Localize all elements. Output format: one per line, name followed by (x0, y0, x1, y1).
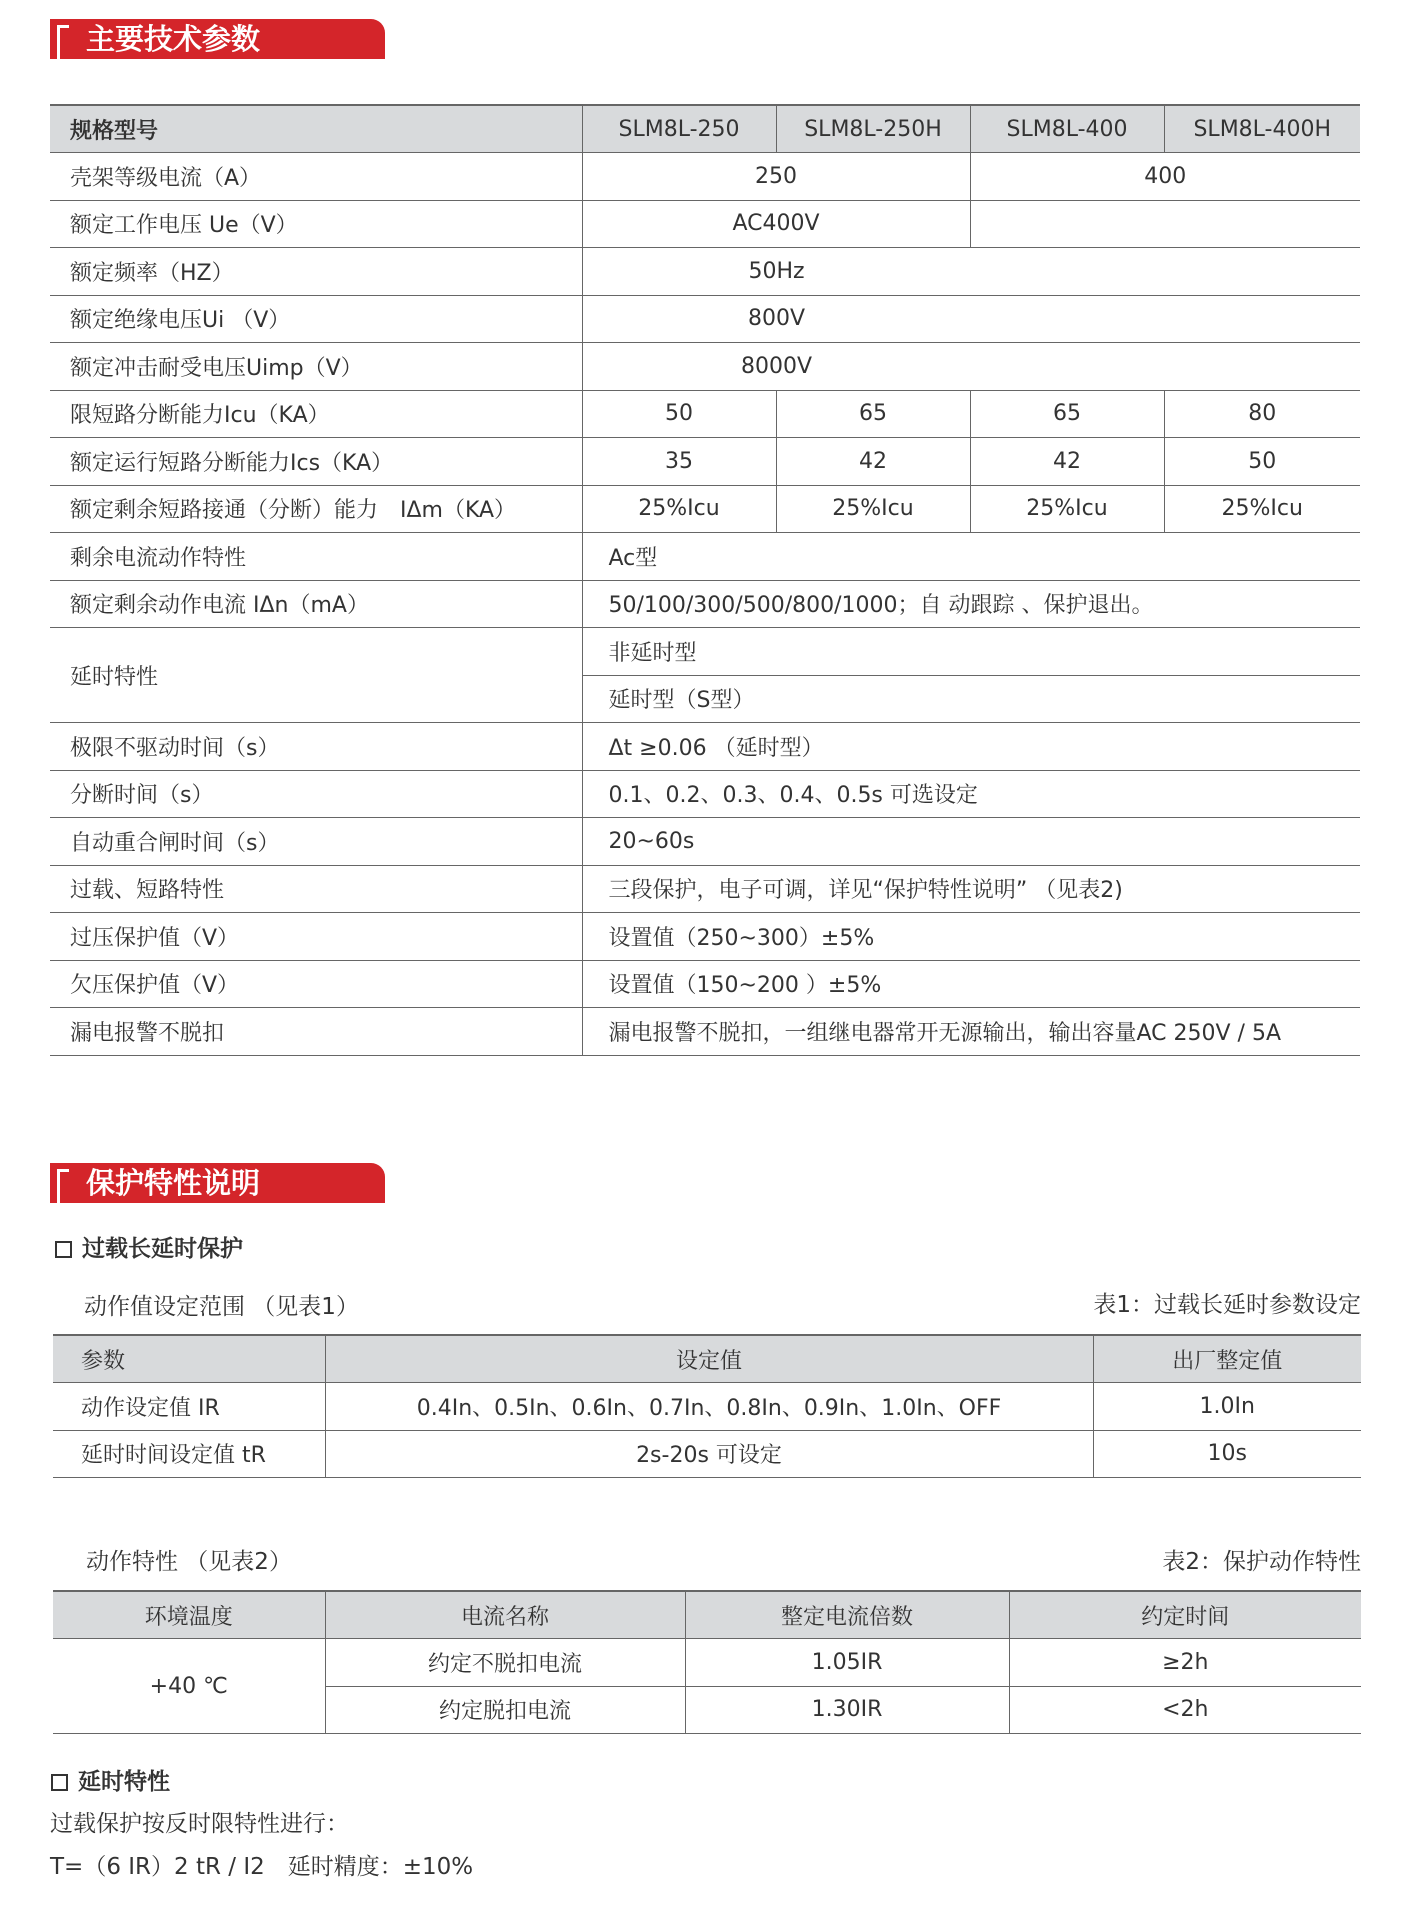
checkbox-square-icon (51, 1774, 68, 1791)
cell-value: 50 (1164, 438, 1360, 486)
cell-value: 0.4In、0.5In、0.6In、0.7In、0.8In、0.9In、1.0In、OFF (325, 1383, 1093, 1431)
cell-value: 42 (776, 438, 970, 486)
cell-value: 20~60s (582, 818, 1360, 866)
cell-value: 1.0In (1093, 1383, 1361, 1431)
section-title: 保护特性说明 (86, 1166, 261, 1200)
spec-table (50, 104, 1360, 1056)
table-row (50, 295, 1360, 343)
table-row (50, 1008, 1360, 1056)
delay-heading (51, 1763, 170, 1796)
table-row (50, 580, 1360, 628)
delay-description: 过载保护按反时限特性进行： (50, 1811, 349, 1837)
cell-value: 80 (1164, 390, 1360, 438)
table2-left-caption: 动作特性 （见表2） (86, 1549, 292, 1575)
tab-corner-decoration (57, 1169, 69, 1203)
cell-value: 10s (1093, 1430, 1361, 1478)
cell-value: 50/100/300/500/800/1000；自 动跟踪 、保护退出。 (582, 580, 1360, 628)
cell-value: 25%Icu (970, 485, 1164, 533)
row-label: 壳架等级电流（A） (50, 153, 582, 201)
column-header: 设定值 (325, 1335, 1093, 1383)
section-title: 主要技术参数 (86, 22, 261, 56)
cell-value: 65 (776, 390, 970, 438)
table-row (50, 865, 1360, 913)
table-row (50, 200, 1360, 248)
table-header-row (53, 1335, 1361, 1383)
table-row (50, 818, 1360, 866)
row-label: 漏电报警不脱扣 (50, 1008, 582, 1056)
heading-text: 过载长延时保护 (82, 1236, 243, 1262)
model-header: SLM8L-250H (776, 105, 970, 153)
table-row (50, 960, 1360, 1008)
cell-value: 约定不脱扣电流 (325, 1639, 685, 1687)
cell-value: 延时时间设定值 tR (53, 1430, 325, 1478)
cell-value: 动作设定值 IR (53, 1383, 325, 1431)
table-row (50, 533, 1360, 581)
row-label: 额定运行短路分断能力Ics（KA） (50, 438, 582, 486)
table2-right-caption: 表2：保护动作特性 (1162, 1549, 1361, 1575)
spec-header-row (50, 105, 1360, 153)
protection-action-table (53, 1590, 1361, 1734)
row-label: 过载、短路特性 (50, 865, 582, 913)
column-header: 电流名称 (325, 1591, 685, 1639)
overload-heading (55, 1230, 243, 1263)
cell-value-empty (970, 200, 1360, 248)
cell-value: 50 (582, 390, 776, 438)
cell-value (582, 343, 1360, 391)
tab-corner-decoration (57, 25, 69, 59)
row-label: 额定冲击耐受电压Uimp（V） (50, 343, 582, 391)
cell-value: 非延时型 (582, 628, 1360, 676)
cell-value: 250 (582, 153, 970, 201)
cell-value: 25%Icu (582, 485, 776, 533)
column-header: 约定时间 (1009, 1591, 1361, 1639)
table-row (53, 1639, 1361, 1687)
section-title-tab (50, 19, 385, 59)
table1-left-caption: 动作值设定范围 （见表1） (84, 1294, 359, 1320)
cell-text: 8000V (740, 353, 813, 379)
row-label: 分断时间（s） (50, 770, 582, 818)
checkbox-square-icon (55, 1241, 72, 1258)
spec-header-label: 规格型号 (50, 105, 582, 153)
row-label: 额定剩余动作电流 IΔn（mA） (50, 580, 582, 628)
model-header: SLM8L-400H (1164, 105, 1360, 153)
cell-value: 42 (970, 438, 1164, 486)
row-label: 额定剩余短路接通（分断）能力 IΔm（KA） (50, 485, 582, 533)
cell-value: 1.05IR (685, 1639, 1009, 1687)
table-row (53, 1430, 1361, 1478)
row-label: 极限不驱动时间（s） (50, 723, 582, 771)
table1-right-caption: 表1：过载长延时参数设定 (1093, 1292, 1361, 1318)
cell-value: 400 (970, 153, 1360, 201)
cell-value: 漏电报警不脱扣，一组继电器常开无源输出，输出容量AC 250V / 5A (582, 1008, 1360, 1056)
cell-value: 65 (970, 390, 1164, 438)
cell-value: 约定脱扣电流 (325, 1686, 685, 1734)
column-header: 出厂整定值 (1093, 1335, 1361, 1383)
row-label: 额定绝缘电压Ui （V） (50, 295, 582, 343)
section-title-tab (50, 1163, 385, 1203)
cell-value: AC400V (582, 200, 970, 248)
table-row (53, 1383, 1361, 1431)
cell-value: 25%Icu (776, 485, 970, 533)
cell-value: 2s-20s 可设定 (325, 1430, 1093, 1478)
table-row (50, 770, 1360, 818)
cell-value: 35 (582, 438, 776, 486)
table-row (50, 485, 1360, 533)
cell-value (582, 295, 1360, 343)
row-label: 限短路分断能力Icu（KA） (50, 390, 582, 438)
cell-text: 50Hz (748, 258, 805, 284)
cell-value: 设置值（250~300）±5% (582, 913, 1360, 961)
cell-value: 25%Icu (1164, 485, 1360, 533)
row-label: 额定频率（HZ） (50, 248, 582, 296)
cell-value: 三段保护，电子可调，详见“保护特性说明” （见表2) (582, 865, 1360, 913)
column-header: 环境温度 (53, 1591, 325, 1639)
row-label: 额定工作电压 Ue（V） (50, 200, 582, 248)
table-row (50, 343, 1360, 391)
row-label: 欠压保护值（V） (50, 960, 582, 1008)
row-label: 剩余电流动作特性 (50, 533, 582, 581)
table-row (50, 438, 1360, 486)
cell-text: 800V (747, 306, 806, 332)
row-label: 过压保护值（V） (50, 913, 582, 961)
cell-value: Δt ≥0.06 （延时型） (582, 723, 1360, 771)
table-row (50, 248, 1360, 296)
heading-text: 延时特性 (78, 1769, 170, 1795)
table-header-row (53, 1591, 1361, 1639)
column-header: 参数 (53, 1335, 325, 1383)
column-header: 整定电流倍数 (685, 1591, 1009, 1639)
cell-value: 延时型（S型） (582, 675, 1360, 723)
temperature-cell: +40 ℃ (53, 1639, 325, 1734)
overload-parameter-table (53, 1334, 1361, 1478)
row-label: 自动重合闸时间（s） (50, 818, 582, 866)
table-row (50, 913, 1360, 961)
row-label: 延时特性 (50, 628, 582, 723)
cell-value: <2h (1009, 1686, 1361, 1734)
cell-value: Ac型 (582, 533, 1360, 581)
cell-value: 0.1、0.2、0.3、0.4、0.5s 可选设定 (582, 770, 1360, 818)
table-row (50, 628, 1360, 676)
cell-value: 1.30IR (685, 1686, 1009, 1734)
cell-value: 设置值（150~200 ）±5% (582, 960, 1360, 1008)
model-header: SLM8L-250 (582, 105, 776, 153)
cell-value (582, 248, 1360, 296)
table-row (50, 723, 1360, 771)
delay-formula: T=（6 IR）2 tR / I2 延时精度：±10% (50, 1854, 474, 1880)
model-header: SLM8L-400 (970, 105, 1164, 153)
cell-value: ≥2h (1009, 1639, 1361, 1687)
table-row (50, 390, 1360, 438)
table-row (50, 153, 1360, 201)
